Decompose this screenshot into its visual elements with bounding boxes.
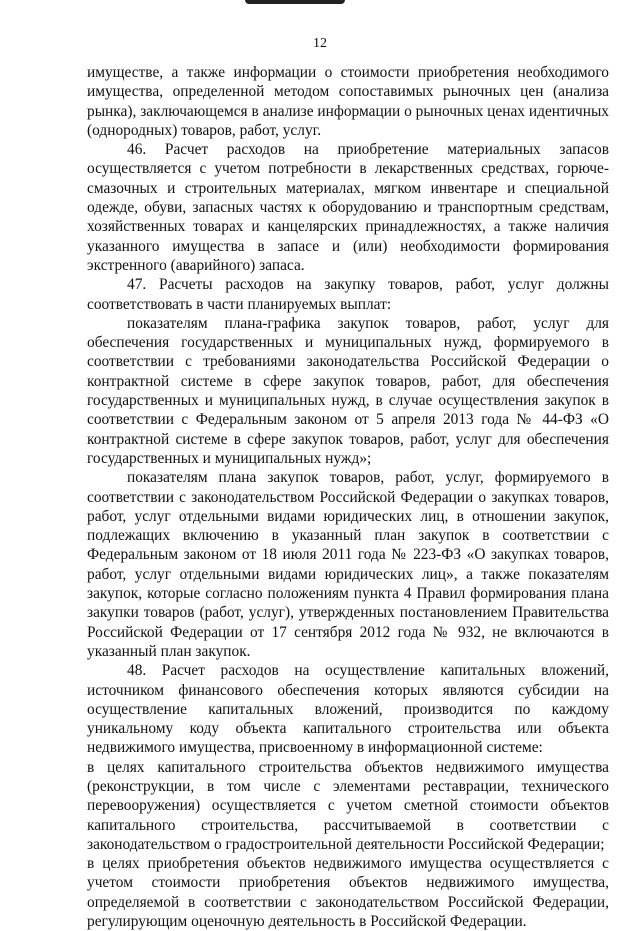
paragraph-continuation: имуществе, а также информации о стоимости приобретения необходимого имущества, определенной методом сопоставимых рыночных цен (анализа рынка), заключающемся в анализе информации о рыночных ценах идентичных (однородных) товаров, работ, услуг. (87, 64, 609, 139)
paragraph-48-real-estate-acquisition: в целях приобретения объектов недвижимого имущества осуществляется с учетом стоимости приобретения объектов недвижимого имущества, определяемой в соответствии с законодательством Российской Федерации, регулирующим оценочную деятельность в Российской Федерации. (87, 855, 609, 931)
paragraph-47-plan-schedule: показателям плана-графика закупок товаров, работ, услуг для обеспечения государственных и муниципальных нужд, формируемого в соответствии с требованиями законодательства Российской Федерации о контрактной системе в сфере закупок товаров, работ, для обеспечения государственных и муниципальных нужд, в случае осуществления закупок в соответствии с Федеральным законом от 5 апреля 2013 года № 44-ФЗ «О контрактной системе в сфере закупок товаров, работ, услуг для обеспечения государственных и муниципальных нужд»; (87, 314, 609, 467)
document-body (87, 63, 609, 931)
paragraph-46: 46. Расчет расходов на приобретение материальных запасов осуществляется с учетом потребности в лекарственных средствах, горюче-смазочных и строительных материалах, мягком инвентаре и специальной одежде, обуви, запасных частях к оборудованию и транспортным средствам, хозяйственных товарах и канцелярских принадлежностях, а также наличия указанного имущества в запасе и (или) необходимости формирования экстренного (аварийного) запаса. (87, 141, 609, 274)
paragraph-47: 47. Расчеты расходов на закупку товаров, работ, услуг должны соответствовать в части планируемых выплат: (87, 276, 609, 313)
paragraph-48: 48. Расчет расходов на осуществление капитальных вложений, источником финансового обеспечения которых являются субсидии на осуществление капитальных вложений, производится по каждому уникальному коду объекта капитального строительства или объекта недвижимого имущества, присвоенному в информационной системе: (87, 662, 609, 757)
paragraph-48-capital-construction: в целях капитального строительства объектов недвижимого имущества (реконструкции, в том числе с элементами реставрации, технического перевооружения) осуществляется с учетом сметной стоимости объектов капитального строительства, рассчитываемой в соответствии с законодательством о градостроительной деятельности Российской Федерации; (87, 758, 609, 853)
paragraph-47-procurement-plan: показателям плана закупок товаров, работ, услуг, формируемого в соответствии с законодательством Российской Федерации о закупках товаров, работ, услуг отдельными видами юридических лиц, в отношении закупок, подлежащих включению в указанный план закупок в соответствии с Федеральным законом от 18 июля 2011 года № 223-ФЗ «О закупках товаров, работ, услуг отдельными видами юридических лиц», а также показателям закупок, которые согласно положениям пункта 4 Правил формирования плана закупки товаров (работ, услуг), утвержденных постановлением Правительства Российской Федерации от 17 сентября 2012 года № 932, не включаются в указанный план закупок. (87, 469, 609, 660)
page-number: 12 (313, 36, 327, 51)
scan-edge-mark (245, 0, 345, 4)
